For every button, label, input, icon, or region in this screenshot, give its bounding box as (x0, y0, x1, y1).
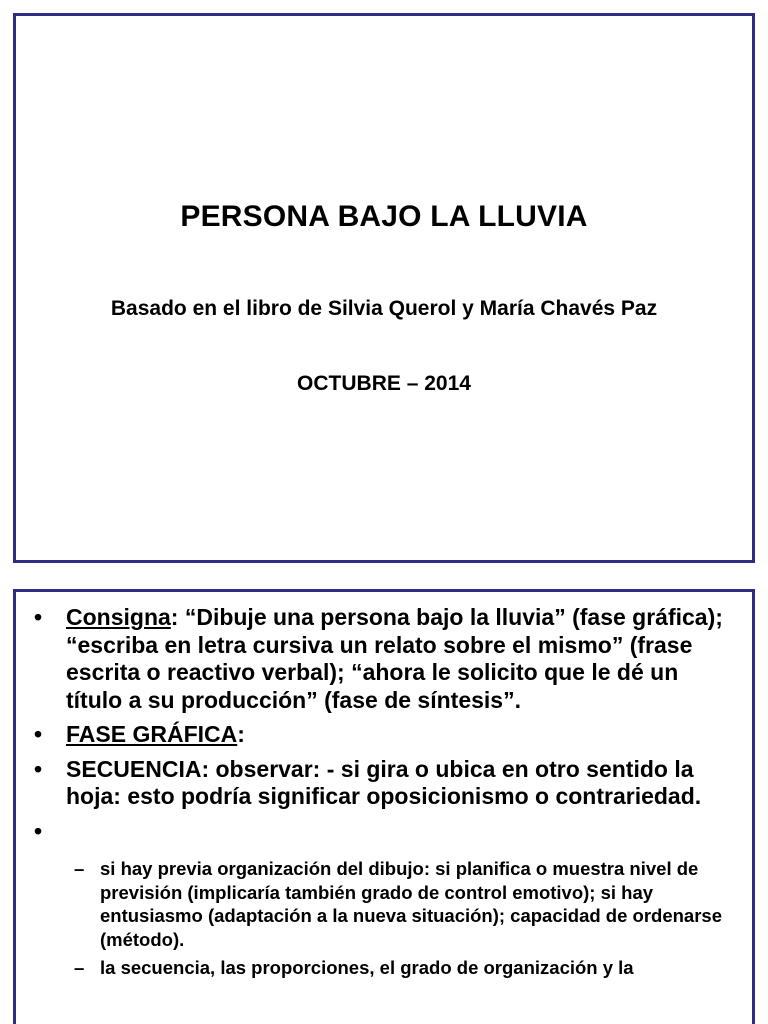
secuencia-text: SECUENCIA: observar: - si gira o ubica en otro sentido la hoja: esto podría significar oposicionismo o contrariedad. (66, 755, 702, 809)
slide-date: OCTUBRE – 2014 (297, 372, 471, 395)
sub-item-text: la secuencia, las proporciones, el grado de organización y la (100, 957, 634, 978)
dash-marker: – (74, 957, 85, 978)
dash-marker: – (74, 858, 85, 879)
bullet-marker: • (34, 755, 43, 782)
sub-item-text: si hay previa organización del dibujo: si planifica o muestra nivel de previsión (implicaría también grado de control emotivo); si hay entusiasmo (adaptación a la nueva situación); capacidad de ordenarse (método). (100, 858, 722, 950)
content-slide (13, 589, 755, 1024)
bullet-marker: • (34, 817, 43, 844)
sub-item (32, 956, 738, 980)
bullet-list (32, 604, 738, 985)
fase-grafica-colon: : (237, 721, 245, 747)
bullet-marker: • (34, 721, 43, 747)
slide-title: PERSONA BAJO LA LLUVIA (180, 200, 588, 233)
fase-grafica-label: FASE GRÁFICA (66, 721, 238, 747)
consigna-label: Consigna (66, 604, 171, 630)
consigna-text: : “Dibuje una persona bajo la lluvia” (fase gráfica); “escriba en letra cursiva un relato sobre el mismo” (frase escrita o reactivo verbal); “ahora le solicito que le dé un título a su producción” (fase de síntesis”. (66, 604, 723, 713)
bullet-secuencia (32, 756, 738, 811)
bullet-marker: • (34, 604, 43, 630)
bullet-consigna (32, 604, 738, 714)
sub-item (32, 857, 738, 951)
bullet-fase-grafica (32, 721, 738, 749)
bullet-empty (32, 818, 738, 846)
slide-subtitle: Basado en el libro de Silvia Querol y María Chavés Paz (110, 297, 658, 320)
title-slide (13, 13, 755, 563)
